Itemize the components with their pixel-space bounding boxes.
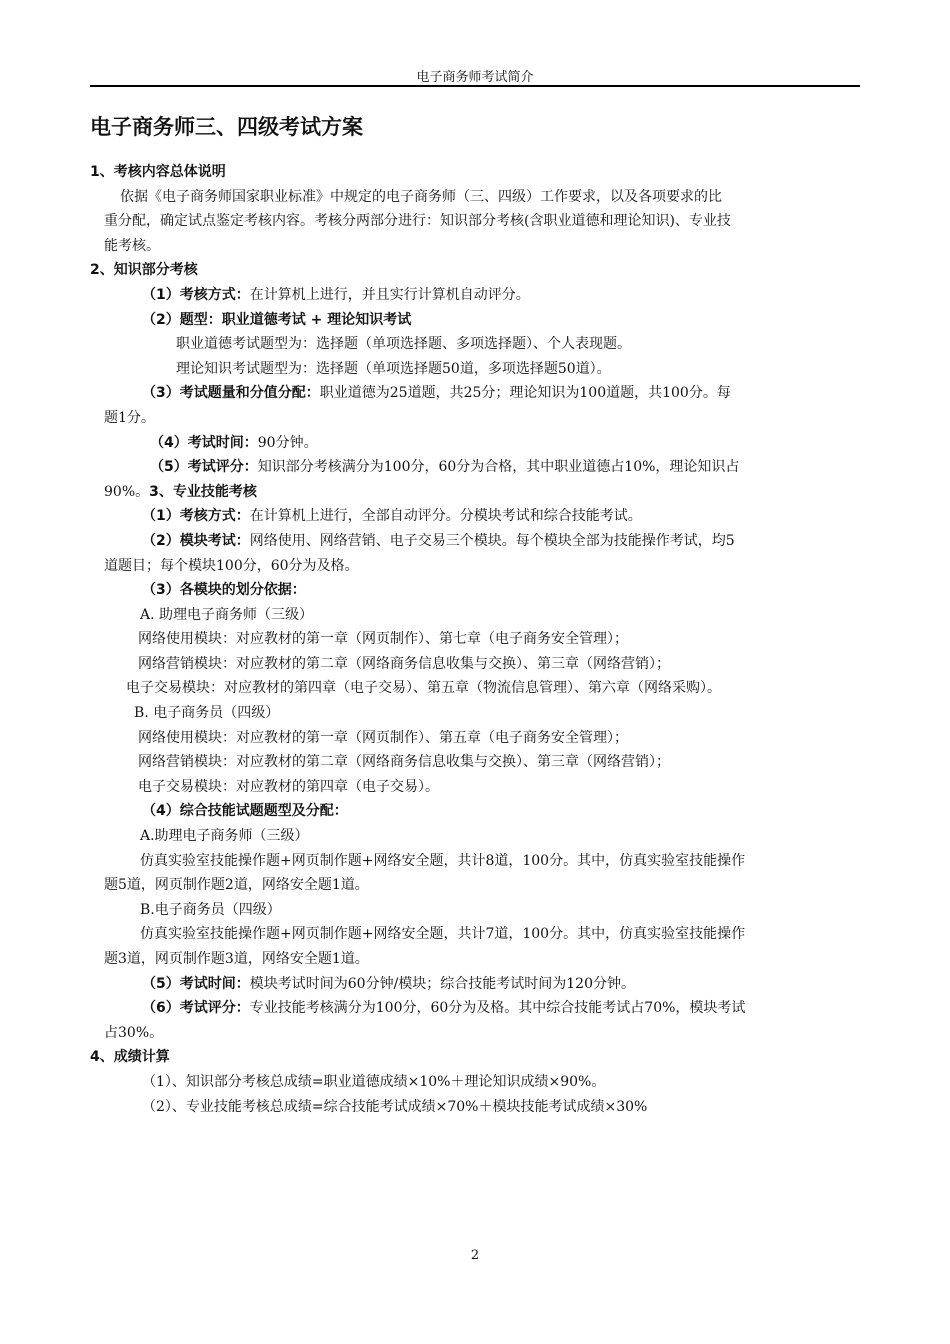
text-run: 仿真实验室技能操作题+网页制作题+网络安全题，共计8道，100分。其中，仿真实验室技能操作	[140, 852, 746, 869]
text-line	[90, 922, 860, 947]
text-line	[90, 603, 860, 628]
text-run: 90分钟。	[257, 434, 318, 451]
text-line	[90, 1021, 860, 1046]
text-line	[90, 455, 860, 480]
text-run: 题5道，网页制作题2道，网络安全题1道。	[104, 877, 369, 894]
text-line	[90, 873, 860, 898]
text-line	[90, 160, 860, 185]
text-line	[90, 1045, 860, 1070]
text-run: B. 电子商务员（四级）	[134, 705, 280, 722]
bold-run: （3）考试题量和分值分配：	[142, 385, 320, 402]
text-line	[90, 627, 860, 652]
bold-run: 2、知识部分考核	[90, 262, 198, 279]
bold-run: （5）考试时间：	[142, 975, 250, 992]
bold-run: 3、专业技能考核	[149, 483, 257, 500]
text-run: 职业道德考试题型为：选择题（单项选择题、多项选择题）、个人表现题。	[176, 336, 631, 353]
document-title: 电子商务师三、四级考试方案	[90, 115, 363, 139]
text-run: 重分配，确定试点鉴定考核内容。考核分两部分进行：知识部分考核(含职业道德和理论知识)、专业技	[104, 213, 731, 230]
text-line	[90, 799, 860, 824]
bold-run: （2）题型：职业道德考试 + 理论知识考试	[142, 311, 412, 328]
text-run: 知识部分考核满分为100分，60分为合格，其中职业道德占10%，理论知识占	[257, 459, 740, 476]
text-run: 专业技能考核满分为100分，60分为及格。其中综合技能考试占70%，模块考试	[249, 1000, 746, 1017]
text-run: 在计算机上进行，全部自动评分。分模块考试和综合技能考试。	[249, 508, 642, 525]
text-run: 占30%。	[104, 1024, 164, 1041]
text-line	[90, 824, 860, 849]
text-run: 网络营销模块：对应教材的第二章（网络商务信息收集与交换）、第三章（网络营销）；	[138, 754, 670, 771]
text-run: 网络使用模块：对应教材的第一章（网页制作）、第七章（电子商务安全管理）；	[138, 631, 628, 648]
text-run: A. 助理电子商务师（三级）	[140, 606, 314, 623]
text-line	[90, 578, 860, 603]
text-run: 网络营销模块：对应教材的第二章（网络商务信息收集与交换）、第三章（网络营销）；	[138, 655, 670, 672]
text-line	[90, 480, 860, 505]
bold-run: 4、成绩计算	[90, 1049, 170, 1066]
bold-run: 1、考核内容总体说明	[90, 164, 226, 180]
text-run: 题3道，网页制作题3道，网络安全题1道。	[104, 951, 369, 967]
text-line	[90, 406, 860, 431]
bold-run: （1）考核方式：	[142, 508, 250, 525]
text-run: 仿真实验室技能操作题+网页制作题+网络安全题，共计7道，100分。其中，仿真实验室技能操作	[140, 926, 746, 943]
text-line	[90, 234, 860, 259]
text-line	[90, 676, 860, 701]
text-run: A.助理电子商务师（三级）	[140, 828, 309, 845]
text-line	[90, 750, 860, 775]
text-run: 模块考试时间为60分钟/模块；综合技能考试时间为120分钟。	[249, 975, 636, 992]
text-run: 职业道德为25道题，共25分；理论知识为100道题，共100分。每	[319, 385, 731, 402]
text-line	[90, 554, 860, 579]
header-rule	[90, 85, 860, 87]
bold-run: （4）考试时间：	[150, 434, 258, 451]
text-line	[90, 209, 860, 234]
text-line	[90, 726, 860, 751]
bold-run: （3）各模块的划分依据：	[142, 582, 306, 599]
text-run: 道题目；每个模块100分，60分为及格。	[104, 557, 359, 574]
running-header: 电子商务师考试简介	[416, 70, 534, 85]
text-line	[90, 308, 860, 333]
text-line	[90, 972, 860, 997]
text-run: 网络使用模块：对应教材的第一章（网页制作）、第五章（电子商务安全管理）；	[138, 729, 628, 746]
text-line	[90, 283, 860, 308]
text-line	[90, 1070, 860, 1095]
text-run: 电子交易模块：对应教材的第四章（电子交易）、第五章（物流信息管理）、第六章（网络采购）。	[126, 680, 721, 697]
text-line	[90, 775, 860, 800]
text-line	[90, 898, 860, 923]
text-line	[90, 431, 860, 456]
text-run: B.电子商务员（四级）	[140, 901, 281, 918]
text-run: 网络使用、网络营销、电子交易三个模块。每个模块全部为技能操作考试，均5	[249, 532, 735, 549]
page-number: 2	[470, 1248, 480, 1263]
text-line	[90, 258, 860, 283]
bold-run: （1）考核方式：	[142, 286, 250, 303]
text-run: 在计算机上进行，并且实行计算机自动评分。	[249, 286, 530, 303]
text-line	[90, 1095, 860, 1120]
text-run: 90%。	[104, 483, 150, 500]
text-line	[90, 529, 860, 554]
document-body	[90, 160, 860, 1119]
bold-run: （6）考试评分：	[142, 1000, 250, 1017]
bold-run: （5）考试评分：	[150, 459, 258, 476]
text-line	[90, 996, 860, 1021]
text-run: （1）、知识部分考核总成绩=职业道德成绩×10%＋理论知识成绩×90%。	[142, 1073, 606, 1090]
bold-run: （2）模块考试：	[142, 532, 250, 549]
text-run: （2）、专业技能考核总成绩=综合技能考试成绩×70%＋模块技能考试成绩×30%	[142, 1098, 648, 1115]
text-line	[90, 849, 860, 874]
bold-run: （4）综合技能试题题型及分配：	[142, 803, 348, 820]
text-run: 理论知识考试题型为：选择题（单项选择题50道，多项选择题50道）。	[176, 360, 611, 377]
text-line	[90, 652, 860, 677]
text-line	[90, 185, 860, 210]
text-line	[90, 332, 860, 357]
text-run: 题1分。	[104, 409, 155, 426]
text-line	[90, 381, 860, 406]
text-run: 电子交易模块：对应教材的第四章（电子交易）。	[138, 778, 439, 795]
text-run: 依据《电子商务师国家职业标准》中规定的电子商务师（三、四级）工作要求，以及各项要求的比	[120, 188, 722, 205]
text-line	[90, 701, 860, 726]
text-line	[90, 947, 860, 972]
text-run: 能考核。	[104, 237, 160, 254]
text-line	[90, 357, 860, 382]
text-line	[90, 504, 860, 529]
